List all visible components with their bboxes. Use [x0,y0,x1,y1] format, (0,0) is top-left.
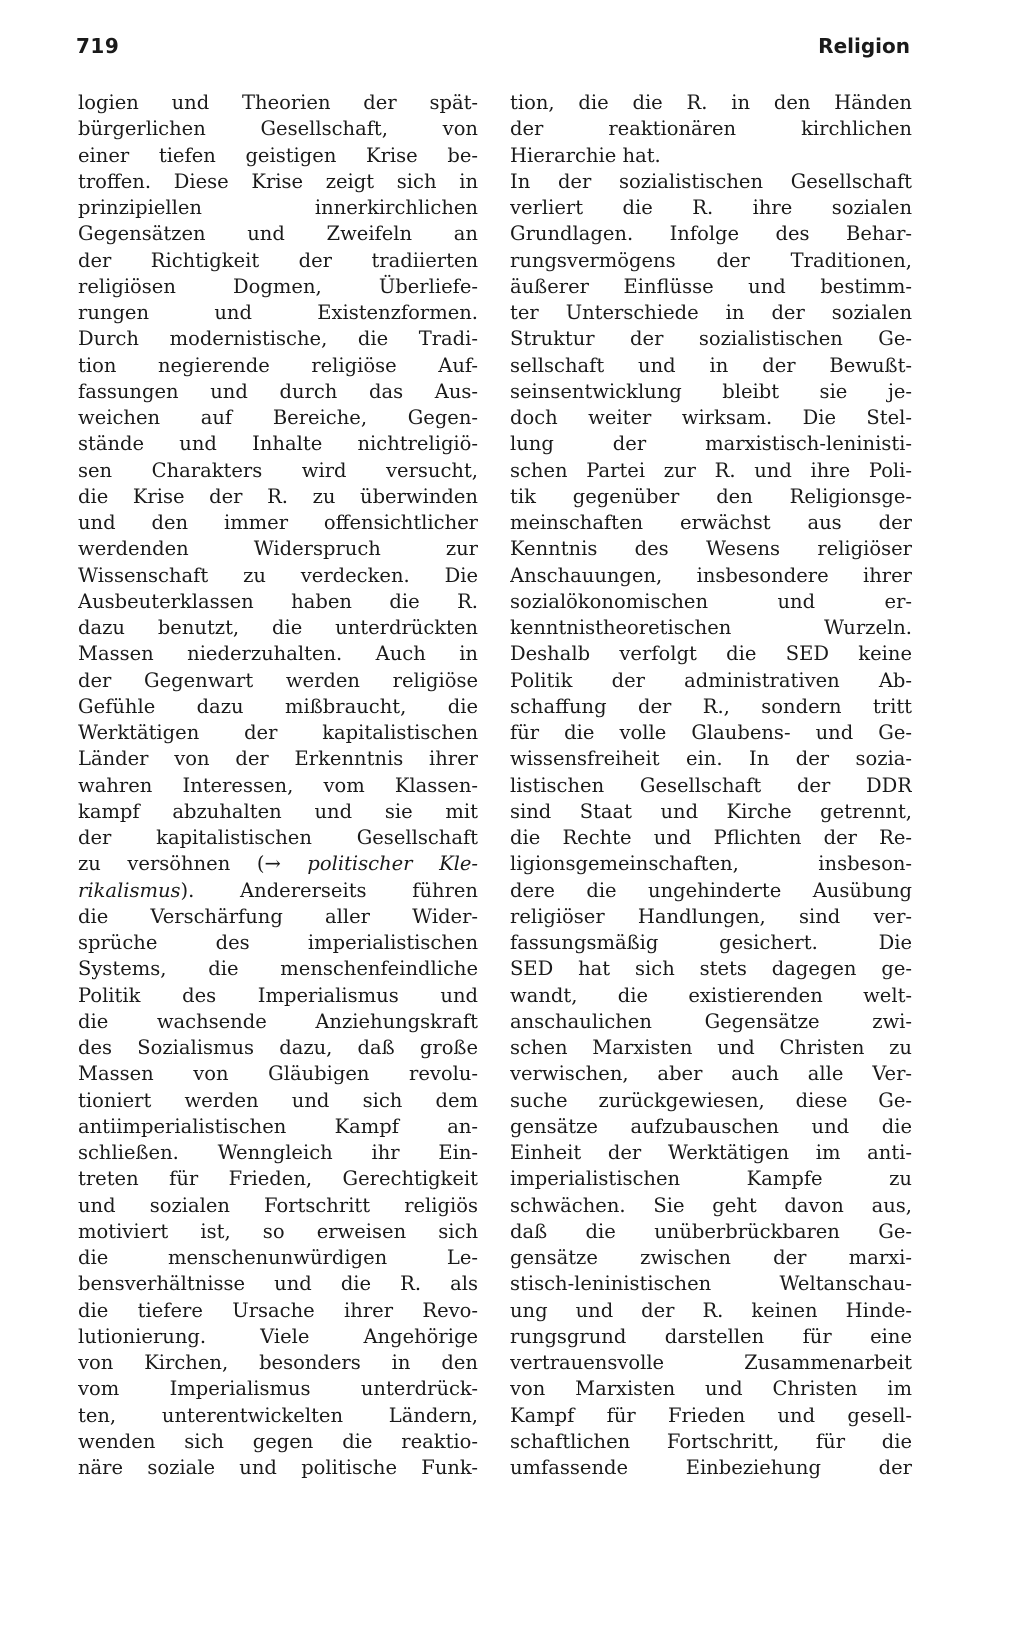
text-line: tion, die die R. in den Händen [510,91,912,114]
text-line: meinschaften erwächst aus der [510,511,912,534]
text-line: umfassende Einbeziehung der [510,1456,912,1479]
text-line: SED hat sich stets dagegen ge- [510,957,912,981]
text-line: sen Charakters wird versucht, [78,458,478,482]
text-line: logien und Theorien der spät- [78,91,478,114]
text-line: Länder von der Erkenntnis ihrer [78,747,478,771]
text-fragment: ). Andererseits führen [180,878,478,902]
text-line: gensätze aufzubauschen und die [510,1114,912,1138]
cross-reference-line [78,878,478,904]
text-line: der kapitalistischen Gesellschaft [78,826,478,849]
text-line: Politik des Imperialismus und [78,983,478,1007]
text-line: troffen. Diese Krise zeigt sich in [78,169,478,193]
text-line: Ausbeuterklassen haben die R. [78,589,478,613]
text-line: Gefühle dazu mißbraucht, die [78,694,478,718]
text-line: imperialistischen Kampfe zu [510,1167,912,1191]
text-line: Deshalb verfolgt die SED keine [510,642,912,666]
text-line: rungsgrund darstellen für eine [510,1324,912,1348]
text-line: die Rechte und Pflichten der Re- [510,826,912,849]
text-line: weichen auf Bereiche, Gegen- [78,406,478,429]
cross-reference-line [78,851,478,877]
text-line: gensätze zwischen der marxi- [510,1246,912,1269]
text-line: Anschauungen, insbesondere ihrer [510,563,912,587]
text-line: Politik der administrativen Ab- [510,668,912,692]
text-line: ligionsgemeinschaften, insbeson- [510,852,912,876]
text-line: fassungen und durch das Aus- [78,379,478,403]
text-line: tion negierende religiöse Auf- [78,353,478,377]
text-line: lung der marxistisch-leninisti- [510,432,912,456]
text-line: schwächen. Sie geht davon aus, [510,1193,912,1217]
text-line: schen Partei zur R. und ihre Poli- [510,458,912,482]
text-line: stisch-leninistischen Weltanschau- [510,1272,912,1296]
text-line: wenden sich gegen die reaktio- [78,1429,478,1453]
text-line: vertrauensvolle Zusammenarbeit [510,1351,912,1374]
left-column [78,90,478,1481]
cross-reference-term: politischer Kle- [307,852,478,876]
text-line: der reaktionären kirchlichen [510,117,912,141]
text-line: die Verschärfung aller Wider- [78,904,478,928]
text-line: die tiefere Ursache ihrer Revo- [78,1298,478,1322]
text-line: rungen und Existenzformen. [78,301,478,324]
text-line: schließen. Wenngleich ihr Ein- [78,1141,478,1164]
text-line: schen Marxisten und Christen zu [510,1036,912,1059]
text-line: antiimperialistischen Kampf an- [78,1114,478,1138]
text-line: einer tiefen geistigen Krise be- [78,143,478,167]
text-line: daß die unüberbrückbaren Ge- [510,1219,912,1243]
paragraph-end-line: Hierarchie hat. [510,143,661,167]
text-line: die wachsende Anziehungskraft [78,1009,478,1033]
text-line: näre soziale und politische Funk- [78,1456,478,1479]
cross-reference-term: rikalismus [78,878,181,902]
text-line: der Gegenwart werden religiöse [78,668,478,692]
text-line: Systems, die menschenfeindliche [78,957,478,981]
text-line: der Richtigkeit der tradiierten [78,248,478,272]
right-column [510,90,912,1481]
text-line: tioniert werden und sich dem [78,1088,478,1112]
text-line: kenntnistheoretischen Wurzeln. [510,616,912,639]
text-line: suche zurückgewiesen, diese Ge- [510,1088,912,1112]
text-line: bensverhältnisse und die R. als [78,1272,478,1296]
text-line: Gegensätzen und Zweifeln an [78,222,478,246]
text-line: seinsentwicklung bleibt sie je- [510,379,912,403]
text-line: Durch modernistische, die Tradi- [78,327,478,351]
text-line: Massen niederzuhalten. Auch in [78,642,478,666]
text-line: Kampf für Frieden und gesell- [510,1403,912,1427]
text-line: fassungsmäßig gesichert. Die [510,931,912,954]
text-line: ter Unterschiede in der sozialen [510,301,912,324]
text-line: listischen Gesellschaft der DDR [510,773,912,797]
text-line: motiviert ist, so erweisen sich [78,1219,478,1243]
text-line: ung und der R. keinen Hinde- [510,1298,912,1322]
text-line: schaftlichen Fortschritt, für die [510,1429,912,1453]
text-line: Grundlagen. Infolge des Behar- [510,222,912,246]
text-line: äußerer Einflüsse und bestimm- [510,274,912,298]
text-line: ten, unterentwickelten Ländern, [78,1403,478,1427]
text-line: dere die ungehinderte Ausübung [510,878,912,902]
text-line: treten für Frieden, Gerechtigkeit [78,1167,478,1191]
text-line: dazu benutzt, die unterdrückten [78,616,478,639]
text-line: sind Staat und Kirche getrennt, [510,799,912,823]
text-line: werdenden Widerspruch zur [78,537,478,561]
text-line: Einheit der Werktätigen im anti- [510,1141,912,1164]
running-head: Religion [818,34,910,58]
text-line: Wissenschaft zu verdecken. Die [78,563,478,587]
text-line: wandt, die existierenden welt- [510,983,912,1007]
text-line: doch weiter wirksam. Die Stel- [510,406,912,429]
text-line: die Krise der R. zu überwinden [78,484,478,508]
text-line: schaffung der R., sondern tritt [510,694,912,718]
text-line: vom Imperialismus unterdrück- [78,1377,478,1401]
text-line: Struktur der sozialistischen Ge- [510,327,912,351]
text-line: rungsvermögens der Traditionen, [510,248,912,272]
text-line: für die volle Glaubens- und Ge- [510,721,912,744]
text-line: von Marxisten und Christen im [510,1377,912,1401]
text-line: bürgerlichen Gesellschaft, von [78,117,478,141]
text-line: kampf abzuhalten und sie mit [78,799,478,823]
text-line: verliert die R. ihre sozialen [510,196,912,219]
text-line: und den immer offensichtlicher [78,511,478,534]
text-line: religiöser Handlungen, sind ver- [510,904,912,928]
text-line: wahren Interessen, vom Klassen- [78,773,478,797]
text-line: sozialökonomischen und er- [510,589,912,613]
text-line: prinzipiellen innerkirchlichen [78,196,478,219]
text-line: stände und Inhalte nichtreligiö- [78,432,478,456]
text-line: Kenntnis des Wesens religiöser [510,537,912,561]
text-line: verwischen, aber auch alle Ver- [510,1062,912,1086]
text-line: Massen von Gläubigen revolu- [78,1062,478,1086]
text-line: tik gegenüber den Religionsge- [510,484,912,508]
text-line: die menschenunwürdigen Le- [78,1246,478,1269]
text-line: sprüche des imperialistischen [78,931,478,954]
text-line: von Kirchen, besonders in den [78,1351,478,1374]
text-line: wissensfreiheit ein. In der sozia- [510,747,912,771]
text-line: des Sozialismus dazu, daß große [78,1036,478,1059]
text-fragment: zu versöhnen (→ [78,852,308,876]
text-line: anschaulichen Gegensätze zwi- [510,1009,912,1033]
text-line: In der sozialistischen Gesellschaft [510,169,912,193]
page-number: 719 [76,34,120,58]
text-line: lutionierung. Viele Angehörige [78,1324,478,1348]
text-line: sellschaft und in der Bewußt- [510,353,912,377]
text-line: religiösen Dogmen, Überliefe- [78,274,478,298]
text-line: und sozialen Fortschritt religiös [78,1193,478,1217]
text-line: Werktätigen der kapitalistischen [78,721,478,744]
